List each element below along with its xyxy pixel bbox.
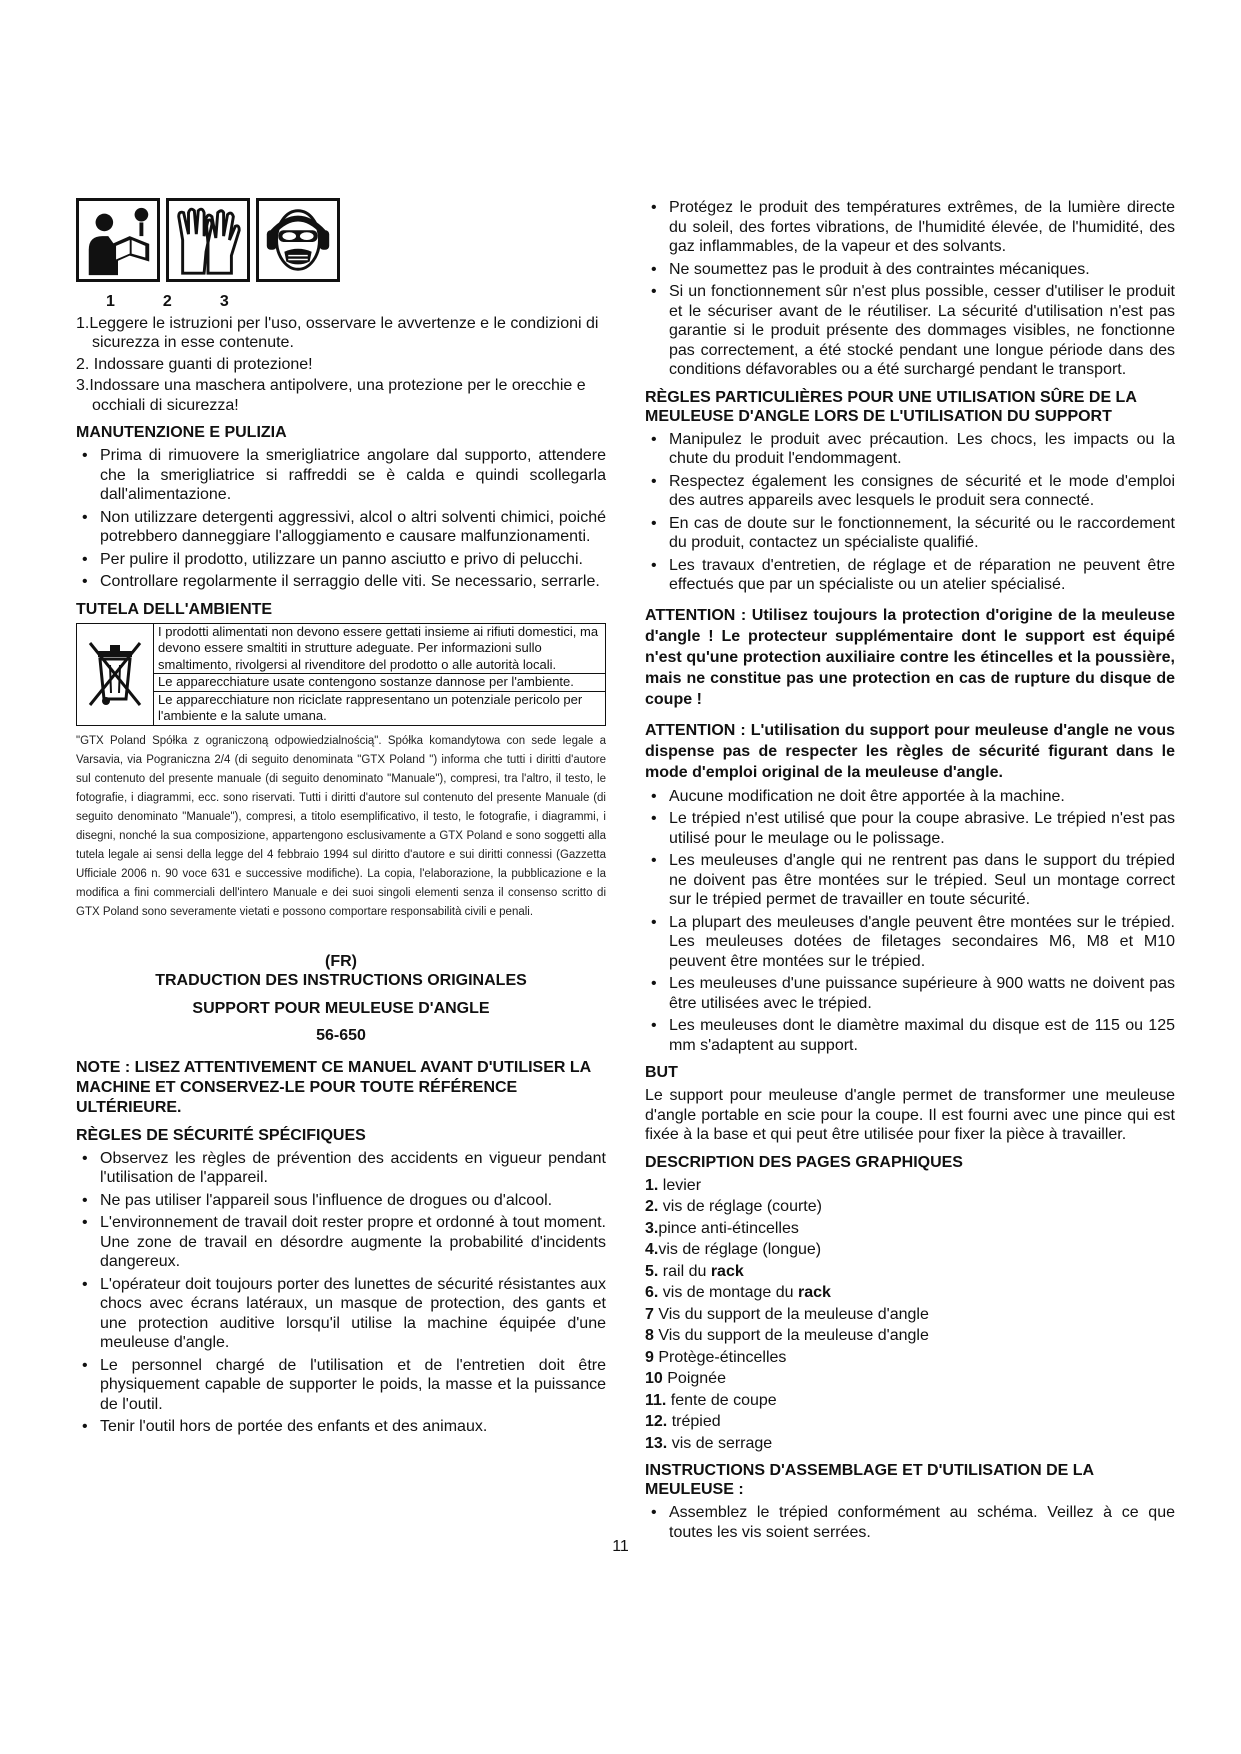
attention-guard: ATTENTION : Utilisez toujours la protection d'origine de la meuleuse d'angle ! Le protecteur supplémentaire dont le support est équipé n'est qu'une protection auxiliaire contre les étincelles et la poussière, mais ne constitue pas une protection en cas de rupture du disque de coupe !: [645, 606, 1175, 708]
list-item: • Manipulez le produit avec précaution. Les chocs, les impacts ou la chute du produit l'endommagent.: [645, 430, 1175, 469]
right-column: [645, 198, 1175, 1545]
list-item: • Ne soumettez pas le produit à des contraintes mécaniques.: [645, 260, 1175, 280]
list-item: • Les travaux d'entretien, de réglage et de réparation ne peuvent être effectués que par un spécialiste ou un atelier spécialisé.: [645, 556, 1175, 595]
part-item: 7 Vis du support de la meuleuse d'angle: [645, 1305, 929, 1323]
purpose-heading: BUT: [645, 1064, 678, 1081]
icon-numbers: [76, 292, 606, 312]
purpose-text: Le support pour meuleuse d'angle permet de transformer une meuleuse d'angle portable en scie pour la coupe. Il est fourni avec une pince qui est fixée à la base et qui peut être utilisée pour fixer la pièce à travailler.: [645, 1087, 1175, 1143]
assembly-list: [645, 1503, 1175, 1542]
maintenance-list: [76, 446, 606, 592]
list-item: • Per pulire il prodotto, utilizzare un panno asciutto e privo di pelucchi.: [76, 550, 606, 570]
environment-line: Le apparecchiature non riciclate rappresentano un potenziale pericolo per l'ambiente e la salute umana.: [158, 691, 583, 723]
list-item: • Le personnel chargé de l'utilisation et de l'entretien doit être physiquement capable de supporter le poids, la masse et la puissance de l'outil.: [76, 1356, 606, 1415]
list-item: • Les meuleuses dont le diamètre maximal du disque est de 115 ou 125 mm s'adaptent au support.: [645, 1016, 1175, 1055]
list-item: • En cas de doute sur le fonctionnement, la sécurité ou le raccordement du produit, contactez un spécialiste qualifié.: [645, 514, 1175, 553]
part-item: 11. fente de coupe: [645, 1391, 777, 1409]
icon-number-1: 1: [106, 293, 115, 310]
specific-rules-heading: RÈGLES DE SÉCURITÉ SPÉCIFIQUES: [76, 1126, 366, 1144]
mask-goggles-ear-protection-icon: [256, 198, 340, 282]
safety-icons: [76, 198, 606, 282]
protective-gloves-icon: [166, 198, 250, 282]
list-item: • Protégez le produit des températures extrêmes, de la lumière directe du soleil, des fortes vibrations, de l'humidité élevée, de l'humidité, des gaz inflammables, de la vapeur et des solvants.: [645, 198, 1175, 257]
language-tag: (FR): [325, 952, 357, 970]
attention-support: ATTENTION : L'utilisation du support pour meuleuse d'angle ne vous dispense pas de respecter les règles de sécurité figurant dans le mode d'emploi original de la meuleuse d'angle.: [645, 721, 1175, 781]
instruction-1: 1.Leggere le istruzioni per l'uso, osservare le avvertenze e le condizioni di sicurezza in esse contenute.: [76, 314, 599, 351]
list-item: • L'opérateur doit toujours porter des lunettes de sécurité résistantes aux chocs avec écrans latéraux, un masque de protection, des gants et une protection auditive lorsqu'il utilise la machine équipée d'une meuleuse d'angle.: [76, 1275, 606, 1353]
maintenance-heading: MANUTENZIONE E PULIZIA: [76, 424, 287, 441]
assembly-heading: INSTRUCTIONS D'ASSEMBLAGE ET D'UTILISATION DE LA MEULEUSE :: [645, 1462, 1094, 1498]
part-item: 3.pince anti-étincelles: [645, 1219, 799, 1237]
environment-text: [154, 624, 605, 725]
note-text: NOTE : LISEZ ATTENTIVEMENT CE MANUEL AVANT D'UTILISER LA MACHINE ET CONSERVEZ-LE POUR TOUTE RÉFÉRENCE ULTÉRIEURE.: [76, 1058, 591, 1116]
part-item: 5. rail du rack: [645, 1262, 744, 1280]
instruction-2: 2. Indossare guanti di protezione!: [76, 355, 313, 373]
list-item: • Non utilizzare detergenti aggressivi, alcol o altri solventi chimici, poiché potrebbero danneggiare l'alloggiamento e causare malfunzionamenti.: [76, 508, 606, 547]
environment-heading: TUTELA DELL'AMBIENTE: [76, 600, 273, 618]
list-item: • Tenir l'outil hors de portée des enfants et des animaux.: [76, 1417, 606, 1437]
instruction-3: 3.Indossare una maschera antipolvere, una protezione per le orecchie e occhiali di sicurezza!: [76, 377, 586, 414]
attention-list: [645, 787, 1175, 1056]
list-item: • Assemblez le trépied conformément au schéma. Veillez à ce que toutes les vis soient serrées.: [645, 1503, 1175, 1542]
part-item: 9 Protège-étincelles: [645, 1348, 787, 1366]
list-item: • Les meuleuses d'angle qui ne rentrent pas dans le support du trépied ne doivent pas être montées sur le trépied. Seul un montage correct sur le trépied permet de travailler en toute sécurité.: [645, 851, 1175, 910]
model-number: 56-650: [316, 1027, 366, 1044]
icon-instructions: [76, 314, 606, 416]
list-item: • Le trépied n'est utilisé que pour la coupe abrasive. Le trépied n'est pas utilisé pour le meulage ou le polissage.: [645, 809, 1175, 848]
specific-rules-list: [76, 1149, 606, 1437]
list-item: • Aucune modification ne doit être apportée à la machine.: [645, 787, 1175, 807]
list-item: • Observez les règles de prévention des accidents en vigueur pendant l'utilisation de l'appareil.: [76, 1149, 606, 1188]
list-item: • La plupart des meuleuses d'angle peuvent être montées sur le trépied. Les meuleuses dotées de filetages secondaires M6, M8 et M10 peuvent être montées sur le trépied.: [645, 913, 1175, 972]
list-item: • Ne pas utiliser l'appareil sous l'influence de drogues ou d'alcool.: [76, 1191, 606, 1211]
list-item: • Les meuleuses d'une puissance supérieure à 900 watts ne doivent pas être utilisées avec le trépied.: [645, 974, 1175, 1013]
protection-list: [645, 198, 1175, 380]
environment-line: I prodotti alimentati non devono essere gettati insieme ai rifiuti domestici, ma devono essere smaltiti in strutture adeguate. Per informazioni sullo smaltimento, rivolgersi al rivenditore del prodotto o alle autorità locali.: [154, 624, 605, 675]
particular-rules-list: [645, 430, 1175, 595]
part-item: 1. levier: [645, 1176, 702, 1194]
list-item: • L'environnement de travail doit rester propre et ordonné à tout moment. Une zone de travail en désordre augmente la probabilité d'incidents dangereux.: [76, 1213, 606, 1272]
part-item: 10 Poignée: [645, 1370, 726, 1387]
particular-rules-heading: RÈGLES PARTICULIÈRES POUR UNE UTILISATION SÛRE DE LA MEULEUSE D'ANGLE LORS DE L'UTILISATION DU SUPPORT: [645, 388, 1137, 425]
part-item: 13. vis de serrage: [645, 1434, 773, 1452]
page-number: 11: [612, 1538, 629, 1555]
icon-number-3: 3: [219, 293, 229, 310]
part-item: 6. vis de montage du rack: [645, 1284, 831, 1301]
environment-line: Le apparecchiature usate contengono sostanze dannose per l'ambiente.: [154, 674, 605, 692]
list-item: • Respectez également les consignes de sécurité et le mode d'emploi des autres appareils avec lesquels le produit sera connecté.: [645, 472, 1175, 511]
list-item: • Si un fonctionnement sûr n'est plus possible, cesser d'utiliser le produit et le sécuriser avant de le réutiliser. La sécurité d'utilisation n'est pas garantie si le produit présente des dommages visibles, ne fonctionne pas correctement, a été stocké pendant une longue période dans des conditions défavorables ou a été surchargé pendant le transport.: [645, 282, 1175, 380]
list-item: • Controllare regolarmente il serraggio delle viti. Se necessario, serrarle.: [76, 572, 606, 592]
read-manual-icon: [76, 198, 160, 282]
part-item: 12. trépied: [645, 1413, 721, 1430]
legal-notice: "GTX Poland Spółka z ograniczoną odpowiedzialnością". Spółka komandytowa con sede legale a Varsavia, via Pograniczna 2/4 (di seguito denominata "GTX Poland ") informa che tutti i diritti d'autore sul contenuto del presente manuale (di seguito denominato "Manuale"), compresi, tra l'altro, il testo, le fotografie, i diagrammi, ecc. sono riservati. Tutti i diritti d'autore sul contenuto del presente Manuale (di seguito denominato "Manuale"), compresi, a titolo esemplificativo, il testo, le fotografie, i diagrammi, i disegni, nonché la sua composizione, appartengono esclusivamente a GTX Poland e sono soggetti alla tutela legale ai sensi della legge del 4 febbraio 1994 sul diritto d'autore e sui diritti connessi (Gazzetta Ufficiale 2006 n. 90 voce 631 e successive modifiche). La copia, l'elaborazione, la pubblicazione e la modifica a fini commerciali dell'intero Manuale e dei suoi singoli elementi senza il consenso scritto di GTX Poland sono severamente vietati e possono comportare responsabilità civili e penali.: [76, 734, 606, 918]
product-title: SUPPORT POUR MEULEUSE D'ANGLE: [192, 999, 490, 1017]
environment-box: [76, 623, 606, 726]
translation-title: TRADUCTION DES INSTRUCTIONS ORIGINALES: [155, 972, 527, 989]
crossed-bin-icon: [77, 624, 154, 725]
graphic-pages-heading: DESCRIPTION DES PAGES GRAPHIQUES: [645, 1153, 963, 1171]
list-item: • Prima di rimuovere la smerigliatrice angolare dal supporto, attendere che la smerigliatrice si raffreddi se è calda e quindi scollegarla dall'alimentazione.: [76, 446, 606, 505]
left-column: [76, 198, 606, 1440]
part-item: 2. vis de réglage (courte): [645, 1198, 822, 1215]
icon-number-2: 2: [162, 293, 172, 310]
parts-list: [645, 1176, 1175, 1454]
part-item: 8 Vis du support de la meuleuse d'angle: [645, 1327, 929, 1344]
part-item: 4.vis de réglage (longue): [645, 1241, 822, 1258]
